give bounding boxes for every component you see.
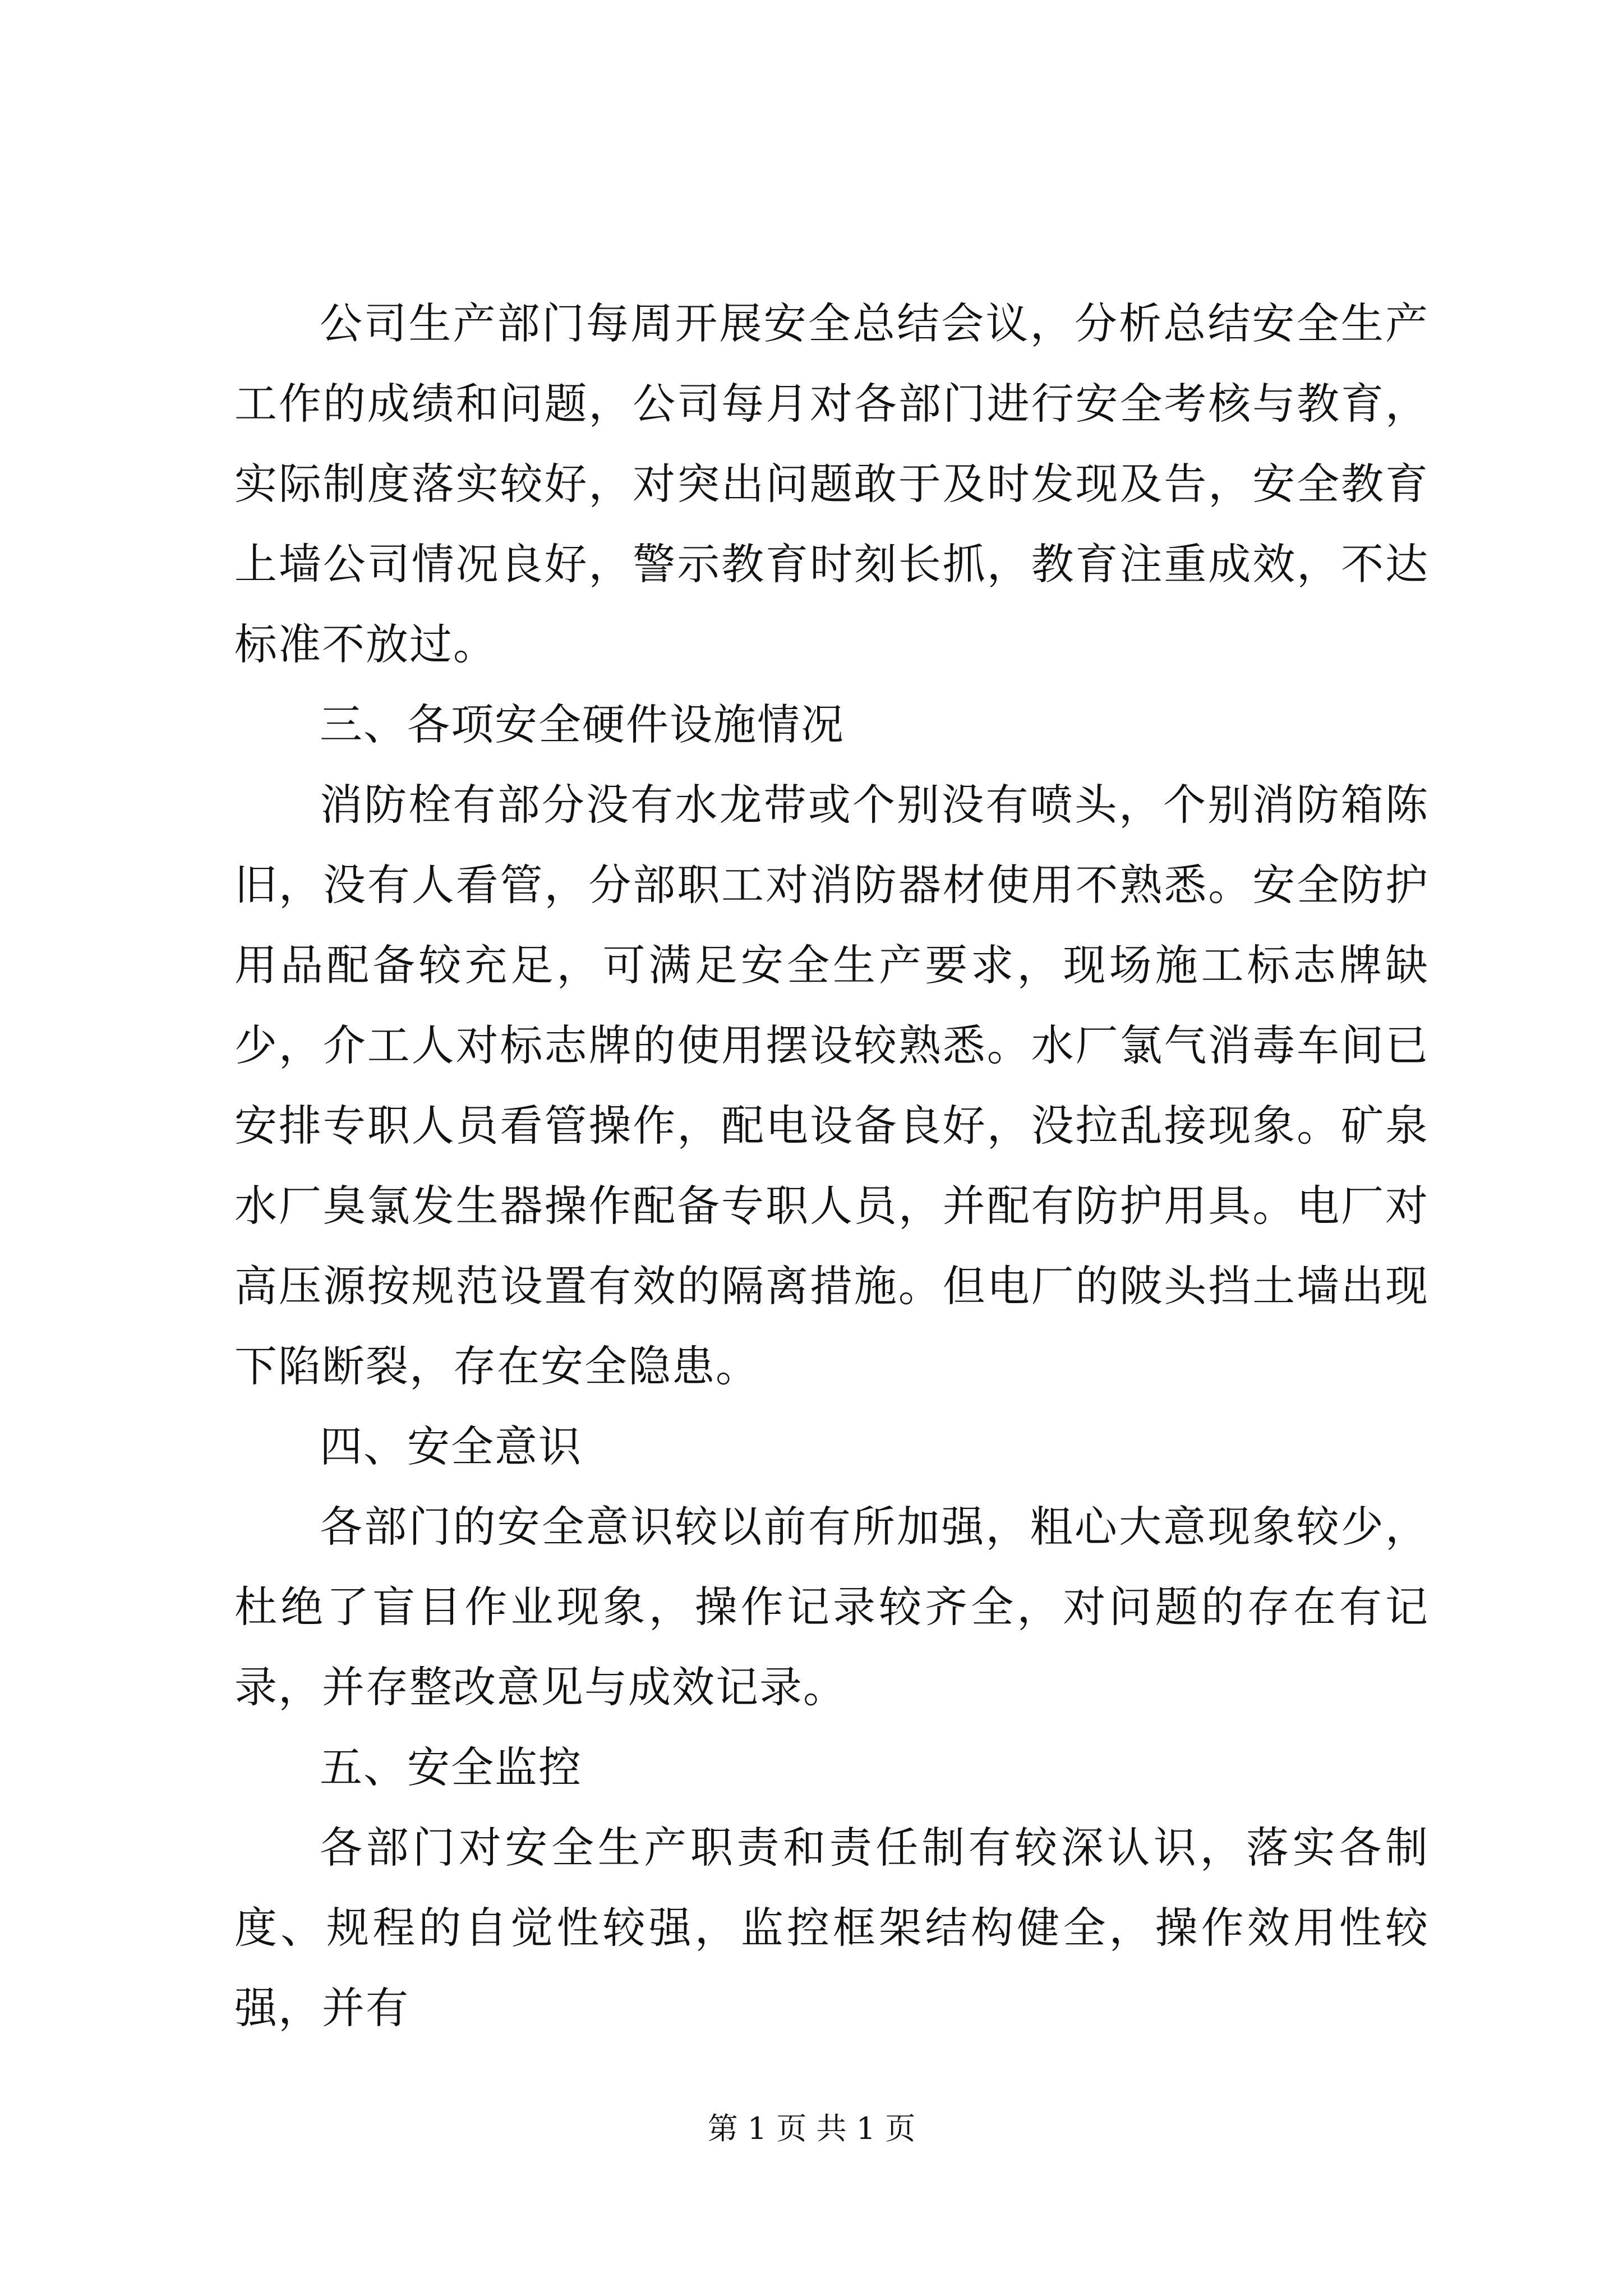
document-body: [234, 283, 1429, 2048]
page-footer: 第 1 页 共 1 页: [707, 2111, 916, 2146]
heading-hardware-facilities: 三、各项安全硬件设施情况: [320, 700, 845, 749]
heading-safety-awareness: 四、安全意识: [320, 1421, 582, 1471]
paragraph-hardware-facilities: 消防栓有部分没有水龙带或个别没有喷头，个别消防箱陈旧，没有人看管，分部职工对消防器材使用不熟悉。安全防护用品配备较充足，可满足安全生产要求，现场施工标志牌缺少，介工人对标志牌的使用摆设较熟悉。水厂氯气消毒车间已安排专职人员看管操作，配电设备良好，没拉乱接现象。矿泉水厂臭氯发生器操作配备专职人员，并配有防护用具。电厂对高压源按规范设置有效的隔离措施。但电厂的陂头挡土墙出现下陷断裂，存在安全隐患。: [234, 780, 1429, 1391]
paragraph-summary-meetings: 公司生产部门每周开展安全总结会议，分析总结安全生产工作的成绩和问题，公司每月对各部门进行安全考核与教育，实际制度落实较好，对突出问题敢于及时发现及告，安全教育上墙公司情况良好，警示教育时刻长抓，教育注重成效，不达标准不放过。: [234, 298, 1429, 669]
heading-safety-monitoring: 五、安全监控: [320, 1742, 582, 1792]
paragraph-safety-monitoring: 各部门对安全生产职责和责任制有较深认识，落实各制度、规程的自觉性较强，监控框架结构健全，操作效用性较强，并有: [234, 1823, 1429, 2033]
paragraph-safety-awareness: 各部门的安全意识较以前有所加强，粗心大意现象较少，杜绝了盲目作业现象，操作记录较齐全，对问题的存在有记录，并存整改意见与成效记录。: [234, 1502, 1429, 1712]
